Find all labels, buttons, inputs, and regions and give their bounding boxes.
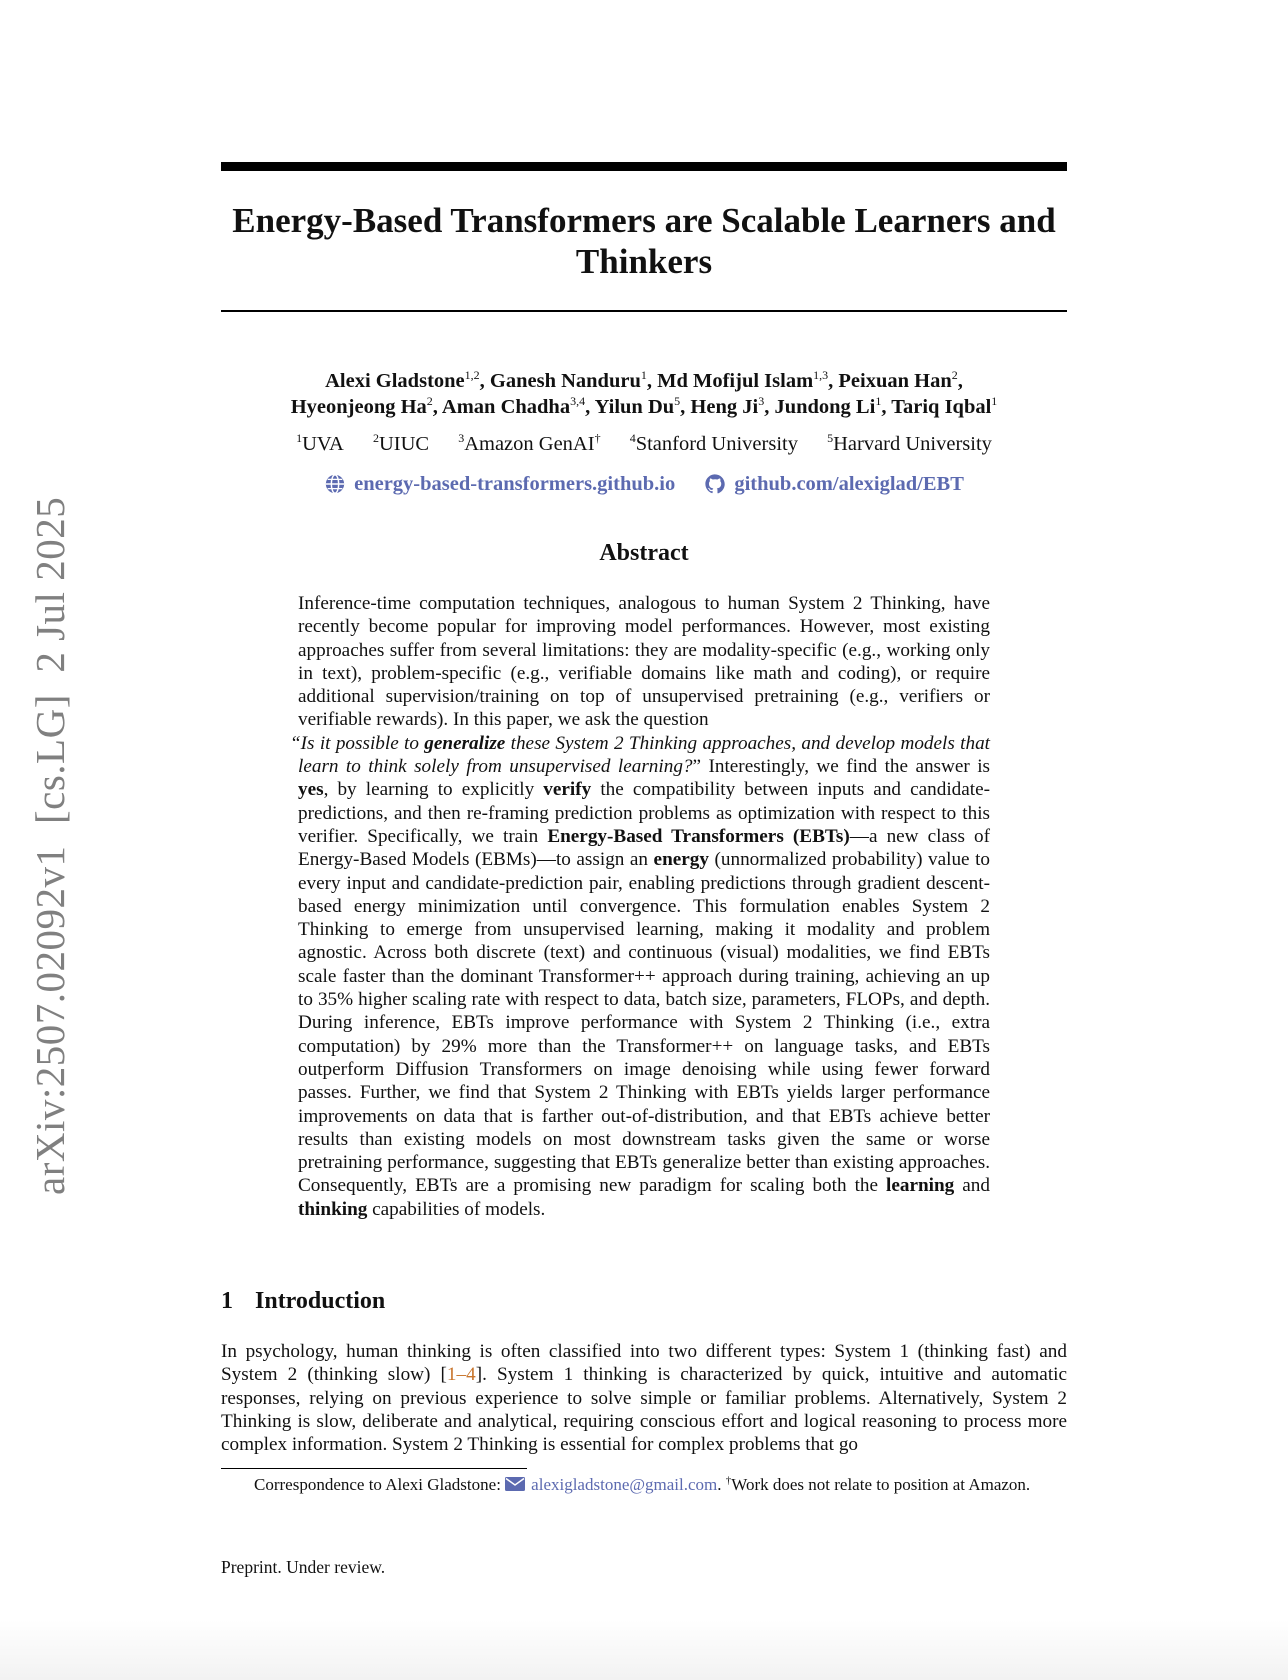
footnote-rule: [221, 1468, 527, 1469]
author: Jundong Li$^1$,: [774, 394, 892, 418]
footnote: Correspondence to Alexi Gladstone: alexigladstone@gmail.com. †Work does not relate to position at Amazon.: [254, 1474, 1031, 1494]
abstract-text: Inference-time computation techniques, analogous to human System 2 Thinking, have recently become popular for improving model performances. However, most existing approaches suffer from several limitations: they are modality-specific (e.g., working only in text), problem-specific (e.g., verifiable domains like math and coding), or require additional supervision/training on top of unsupervised pretraining (e.g., verifiers or verifiable rewards). In this paper, we ask the question “Is it possible to generalize these System 2 Thinking approaches, and develop models that learn to think solely from unsupervised learning?” Interestingly, we find the answer is yes, by learning to explicitly verify the compatibility between inputs and candidate-predictions, and then re-framing prediction problems as optimization with respect to this verifier. Specifically, we train Energy-Based Transformers (EBTs)—a new class of Energy-Based Models (EBMs)—to assign an energy (unnormalized probability) value to every input and candidate-prediction pair, enabling predictions through gradient descent-based energy minimization until convergence. This formulation enables System 2 Thinking to emerge from unsupervised learning, making it modality and problem agnostic. Across both discrete (text) and continuous (visual) modalities, we find EBTs scale faster than the dominant Transformer++ approach during training, achieving an up to 35% higher scaling rate with respect to data, batch size, parameters, FLOPs, and depth. During inference, EBTs improve performance with System 2 Thinking (i.e., extra computation) by 29% more than the Transformer++ on language tasks, and EBTs outperform Diffusion Transformers on image denoising while using fewer forward passes. Further, we find that System 2 Thinking with EBTs yields larger performance improvements on data that is farther out-of-distribution, and that EBTs achieve better results than existing models on most downstream tasks given the same or worse pretraining performance, suggesting that EBTs generalize better than existing approaches. Consequently, EBTs are a promising new paradigm for scaling both the learning and thinking capabilities of models.: [290, 593, 991, 1220]
affiliation: $^5$Harvard University: [827, 431, 992, 455]
title-top-rule: [221, 162, 1067, 171]
author: Heng Ji$^3$,: [690, 394, 775, 418]
affiliation: $^4$Stanford University: [629, 431, 798, 455]
globe-icon: [324, 473, 346, 495]
github-link[interactable]: github.com/alexiglad/EBT: [704, 471, 964, 497]
envelope-icon: [505, 1477, 525, 1491]
author: Alexi Gladstone$^{1,2}$,: [325, 368, 490, 392]
author: Md Mofijul Islam$^{1,3}$,: [657, 368, 839, 392]
email-link[interactable]: alexigladstone@gmail.com: [531, 1475, 718, 1494]
author: Tariq Iqbal$^1$: [891, 394, 998, 418]
section-heading-introduction: 1 Introduction: [221, 1288, 386, 1314]
arxiv-side-stamp: arXiv:2507.02092v1 [cs.LG] 2 Jul 2025: [27, 496, 73, 1195]
paper-title: Energy-Based Transformers are Scalable Learners and Thinkers: [232, 201, 1056, 281]
affiliation-list: [221, 431, 1067, 457]
introduction-text: In psychology, human thinking is often classified into two different types: System 1 (thinking fast) and System 2 (thinking slow) [1–4]. System 1 thinking is characterized by quick, intuitive and automatic responses, relying on previous experience to solve simple or familiar problems. Alternatively, System 2 Thinking is slow, deliberate and analytical, requiring conscious effort and logical reasoning to process more complex information. System 2 Thinking is essential for complex problems that go: [221, 1341, 1067, 1456]
title-bottom-rule: [221, 310, 1067, 312]
affiliation: $^1$UVA: [296, 431, 344, 455]
abstract-heading: Abstract: [599, 540, 689, 566]
citation-link[interactable]: 1–4: [446, 1364, 476, 1386]
affiliation: $^2$UIUC: [372, 431, 430, 455]
project-links: [221, 471, 1067, 502]
preprint-notice: Preprint. Under review.: [221, 1557, 386, 1577]
github-icon: [704, 473, 726, 495]
author: Peixuan Han$^2$,: [838, 368, 963, 392]
author: Hyeonjeong Ha$^2$,: [290, 394, 442, 418]
affiliation: $^3$Amazon GenAI†: [458, 431, 601, 455]
website-link[interactable]: energy-based-transformers.github.io: [324, 471, 675, 497]
author-list: [221, 368, 1067, 420]
author: Aman Chadha$^{3,4}$,: [441, 394, 595, 418]
author: Yilun Du$^5$,: [594, 394, 691, 418]
author: Ganesh Nanduru$^1$,: [489, 368, 658, 392]
page-bottom-shadow: [0, 1620, 1288, 1680]
